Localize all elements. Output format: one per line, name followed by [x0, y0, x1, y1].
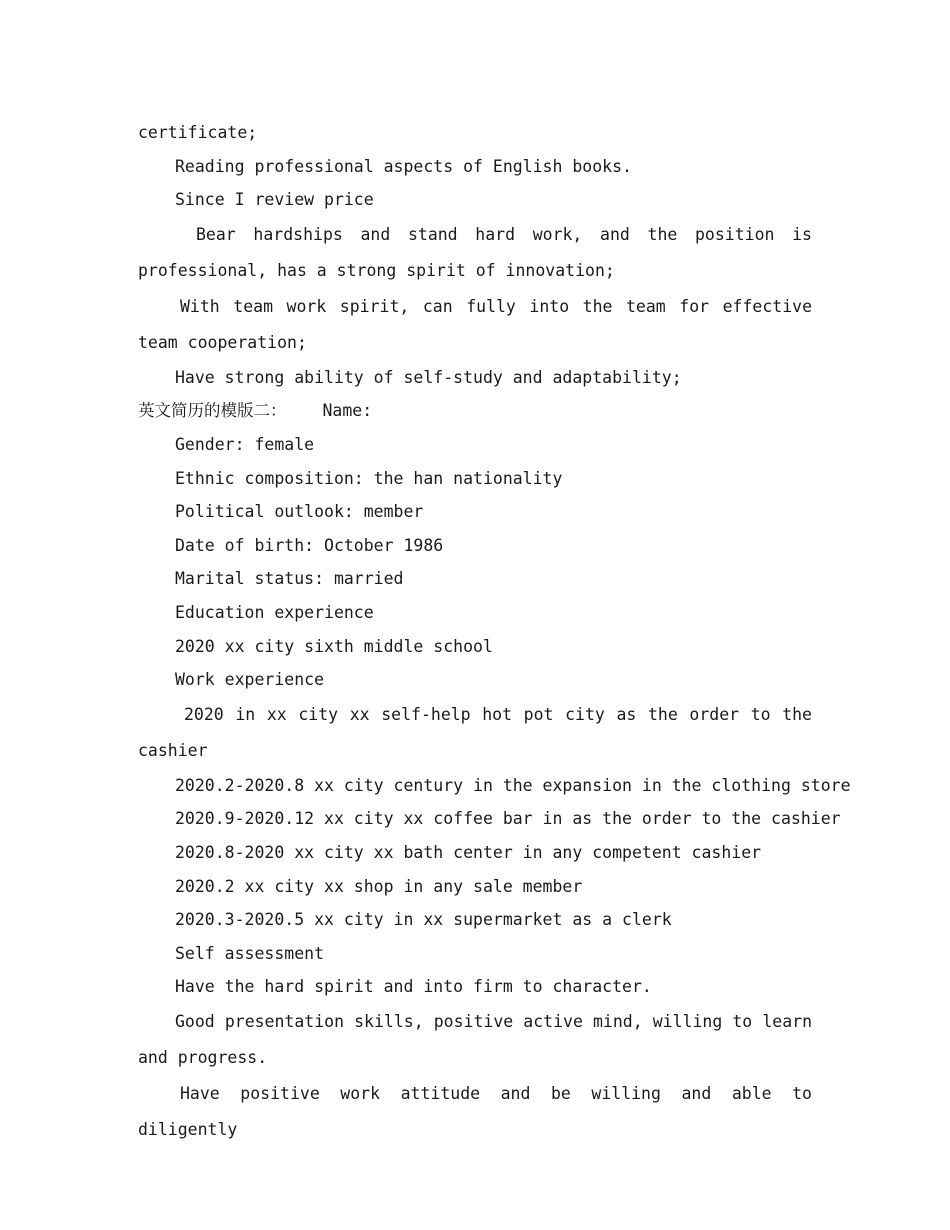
text-paragraph: Have positive work attitude and be willing and able to diligently — [138, 1083, 812, 1139]
text-line: 2020.2-2020.8 xx city century in the expansion in the clothing store — [175, 775, 851, 795]
text-line: Self assessment — [175, 943, 325, 963]
text-line: 2020 xx city sixth middle school — [175, 636, 493, 656]
section-heading-line — [138, 394, 812, 428]
text-line: 2020.2 xx city xx shop in any sale member — [175, 876, 583, 896]
text-line: Have strong ability of self-study and adaptability; — [175, 367, 682, 387]
text-line: Education experience — [175, 602, 374, 622]
text-paragraph: Good presentation skills, positive active mind, willing to learn and progress. — [138, 1011, 812, 1067]
document-page — [138, 116, 851, 1148]
text-line: certificate; — [138, 123, 258, 142]
text-line: Marital status: married — [175, 569, 404, 589]
text-line: Reading professional aspects of English books. — [175, 156, 632, 176]
text-line: Gender: female — [175, 434, 315, 454]
text-line: 2020.3-2020.5 xx city in xx supermarket as a clerk — [175, 910, 672, 930]
text-line: Ethnic composition: the han nationality — [175, 468, 563, 488]
text-line: Have the hard spirit and into firm to character. — [175, 977, 652, 997]
section-heading: 英文简历的模版二： — [138, 401, 287, 421]
text-paragraph: With team work spirit, can fully into the team for effective team cooperation; — [138, 296, 812, 352]
text-paragraph: 2020 in xx city xx self-help hot pot city as the order to the cashier — [138, 704, 812, 760]
text-line: Work experience — [175, 670, 325, 690]
name-label: Name: — [322, 401, 373, 421]
text-line: Political outlook: member — [175, 502, 424, 522]
text-paragraph: Bear hardships and stand hard work, and the position is professional, has a strong spirit of innovation; — [138, 224, 812, 280]
text-line: Date of birth: October 1986 — [175, 535, 444, 555]
text-line: 2020.8-2020 xx city xx bath center in any competent cashier — [175, 842, 762, 862]
text-line: Since I review price — [175, 190, 374, 210]
text-line: 2020.9-2020.12 xx city xx coffee bar in as the order to the cashier — [175, 809, 841, 829]
